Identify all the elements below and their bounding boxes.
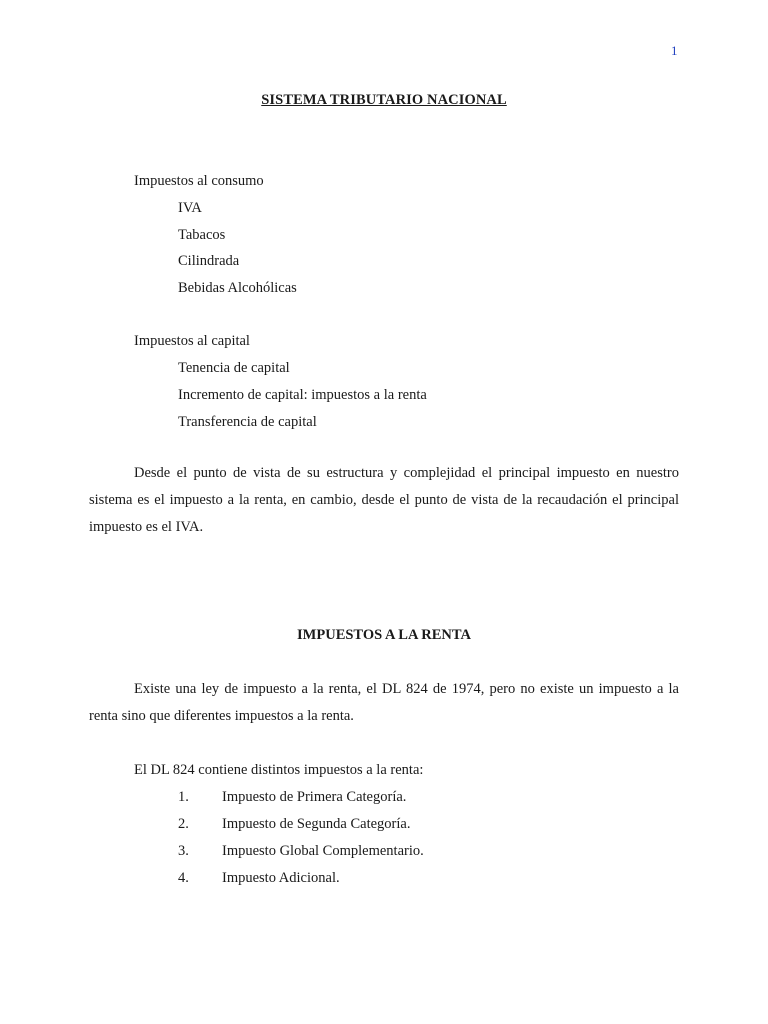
- dl-item-number: 1.: [178, 789, 189, 805]
- consumo-heading: Impuestos al consumo: [134, 173, 264, 189]
- capital-item: Incremento de capital: impuestos a la renta: [178, 387, 427, 403]
- dl-item-text: Impuesto de Primera Categoría.: [222, 789, 407, 805]
- capital-item: Transferencia de capital: [178, 414, 317, 430]
- dl-item-number: 2.: [178, 816, 189, 832]
- capital-heading: Impuestos al capital: [134, 333, 250, 349]
- paragraph-structure-text: Desde el punto de vista de su estructura y complejidad el principal impuesto en nuestro sistema es el impuesto a la renta, en cambio, desde el punto de vista de la recaudación el principal impuesto es el IVA.: [89, 465, 679, 535]
- document-title: [0, 92, 768, 109]
- paragraph-ley: [89, 676, 679, 730]
- consumo-item: IVA: [178, 200, 202, 216]
- consumo-item: Bebidas Alcohólicas: [178, 280, 297, 296]
- section-title-renta: IMPUESTOS A LA RENTA: [297, 627, 471, 643]
- paragraph-structure: [89, 460, 679, 541]
- dl-item-text: Impuesto de Segunda Categoría.: [222, 816, 411, 832]
- consumo-item: Cilindrada: [178, 253, 240, 269]
- dl-heading: El DL 824 contiene distintos impuestos a la renta:: [134, 762, 424, 778]
- dl-item-number: 3.: [178, 843, 189, 859]
- dl-item-text: Impuesto Global Complementario.: [222, 843, 424, 859]
- dl-item-text: Impuesto Adicional.: [222, 870, 340, 886]
- dl-item-number: 4.: [178, 870, 189, 886]
- paragraph-ley-text: Existe una ley de impuesto a la renta, el DL 824 de 1974, pero no existe un impuesto a la renta sino que diferentes impuestos a la renta.: [89, 681, 679, 724]
- capital-item: Tenencia de capital: [178, 360, 290, 376]
- consumo-item: Tabacos: [178, 227, 226, 243]
- page-number: 1: [671, 43, 678, 58]
- document-title-text: SISTEMA TRIBUTARIO NACIONAL: [261, 92, 507, 108]
